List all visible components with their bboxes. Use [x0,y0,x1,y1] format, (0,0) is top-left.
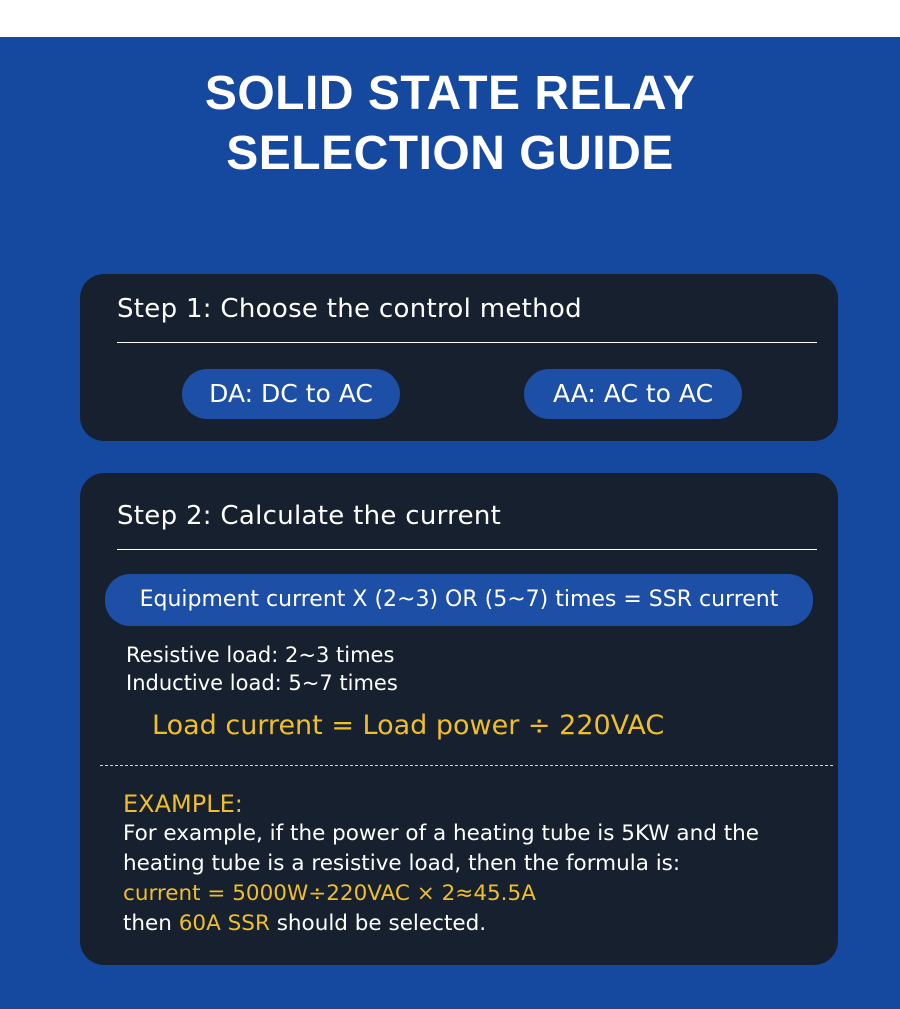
title-line-1: SOLID STATE RELAY [204,67,696,120]
load-current-formula: Load current = Load power ÷ 220VAC [152,710,665,741]
step1-divider [117,342,817,343]
example-line-2: heating tube is a resistive load, then the formula is: [123,851,681,876]
example-formula: current = 5000W÷220VAC × 2≈45.5A [123,881,536,906]
step2-card [80,473,838,965]
option-da-dc-to-ac: DA: DC to AC [182,369,400,419]
dashed-divider [100,765,833,766]
example-label: EXAMPLE: [123,790,243,818]
ssr-current-formula: Equipment current X (2~3) OR (5~7) times = SSR current [105,574,813,626]
step2-divider [117,549,817,550]
step2-heading: Step 2: Calculate the current [117,501,502,531]
example-conclusion-prefix: then [123,911,179,936]
resistive-load-text: Resistive load: 2~3 times [126,643,395,667]
page-title [0,64,900,184]
step1-heading: Step 1: Choose the control method [117,294,582,324]
example-line-1: For example, if the power of a heating tube is 5KW and the [123,821,759,846]
top-white-strip [0,0,900,37]
example-conclusion-suffix: should be selected. [269,911,487,936]
selected-ssr-rating: 60A SSR [178,911,270,936]
inductive-load-text: Inductive load: 5~7 times [126,671,398,695]
title-line-2: SELECTION GUIDE [226,127,674,180]
example-conclusion [123,909,486,939]
step1-card [80,274,838,441]
option-aa-ac-to-ac: AA: AC to AC [524,369,742,419]
